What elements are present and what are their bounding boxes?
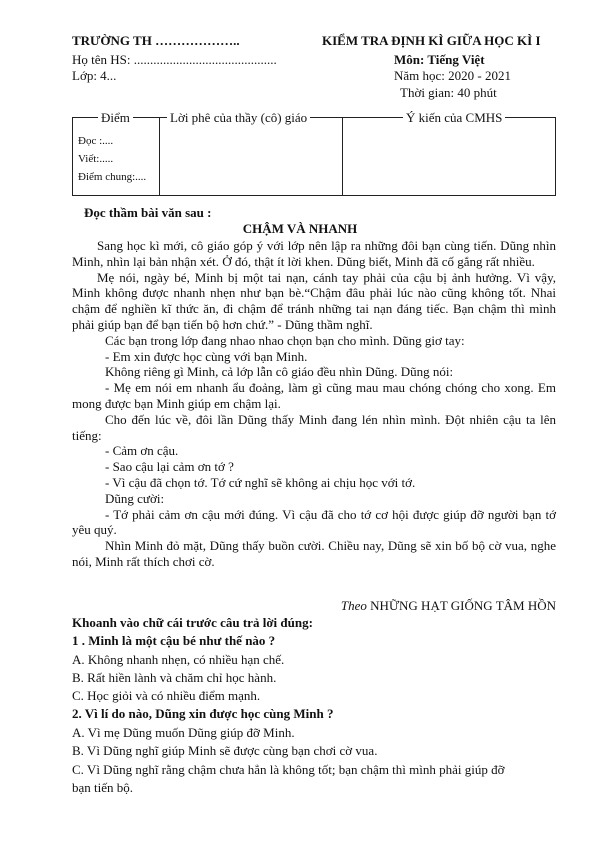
q2-option-c-cont: bạn tiến bộ. — [72, 780, 134, 795]
subject-label: Môn: Tiếng Việt — [394, 52, 485, 67]
score-column-header: Điểm — [98, 110, 133, 126]
story-paragraph: Không riêng gì Minh, cả lớp lẫn cô giáo đều nhìn Dũng. Dũng nói: — [105, 364, 454, 380]
question-1: 1 . Minh là một cậu bé như thế nào ? — [72, 633, 276, 648]
class-line: Lớp: 4... — [72, 68, 117, 83]
story-body — [72, 238, 556, 570]
q2-option-c: C. Vì Dũng nghĩ rằng chậm chưa hẳn là không tốt; bạn chậm thì mình phải giúp đỡ — [72, 762, 505, 777]
q1-option-c: C. Học giỏi và có nhiều điểm mạnh. — [72, 688, 261, 703]
question-2: 2. Vì lí do nào, Dũng xin được học cùng Minh ? — [72, 706, 334, 721]
story-paragraph: - Cảm ơn cậu. — [105, 443, 179, 459]
teacher-comment-header: Lời phê của thầy (cô) giáo — [167, 110, 310, 126]
story-paragraph: Cho đến lúc về, đôi lần Dũng thấy Minh đang lén nhìn mình. Đột nhiên cậu ta lên tiếng: — [72, 411, 556, 443]
score-column — [73, 110, 160, 195]
story-paragraph: - Sao cậu lại cảm ơn tớ ? — [105, 459, 234, 475]
story-paragraph: Nhìn Minh đỏ mặt, Dũng thấy buồn cười. Chiều nay, Dũng sẽ xin bố bộ cờ vua, nghe nói, Minh rất thích chơi cờ. — [72, 538, 556, 569]
exam-duration: Thời gian: 40 phút — [400, 85, 497, 100]
teacher-comment-column — [159, 110, 343, 195]
parent-comment-header: Ý kiến của CMHS — [403, 110, 505, 126]
story-paragraph: Sang học kì mới, cô giáo góp ý với lớp nên lập ra những đôi bạn cùng tiến. Dũng nhìn Minh, nhìn lại bản nhận xét. Ở đó, thật ít lời khen. Dũng biết, Minh đã cố gắng rất nhiều. — [72, 238, 556, 269]
source-title: NHỮNG HẠT GIỐNG TÂM HỒN — [370, 598, 556, 613]
story-paragraph: Dũng cười: — [105, 490, 165, 506]
exam-title: KIỂM TRA ĐỊNH KÌ GIỮA HỌC KÌ I — [322, 33, 541, 48]
story-paragraph: - Tớ phải cảm ơn cậu mới đúng. Vì cậu đã cho tớ cơ hội được giúp đỡ người bạn tớ yêu quý. — [72, 506, 556, 538]
story-paragraph: - Vì cậu đã chọn tớ. Tớ cứ nghĩ sẽ không ai chịu học với tớ. — [105, 474, 416, 490]
school-name: TRƯỜNG TH ……………….. — [72, 33, 240, 48]
source-prefix: Theo — [340, 598, 367, 613]
q1-option-b: B. Rất hiền lành và chăm chỉ học hành. — [72, 670, 277, 685]
story-title: CHẬM VÀ NHANH — [242, 221, 358, 236]
story-paragraph: - Em xin được học cùng với bạn Minh. — [105, 348, 308, 364]
overall-score: Điểm chung:.... — [78, 171, 147, 183]
reading-instruction: Đọc thầm bài văn sau : — [84, 205, 212, 220]
q1-option-a: A. Không nhanh nhẹn, có nhiều hạn chế. — [72, 652, 285, 667]
story-paragraph: Mẹ nói, ngày bé, Minh bị một tai nạn, cánh tay phải của cậu bị ảnh hưởng. Vì vậy, Minh không được nhanh nhẹn như bạn bè.“Chậm đâu phải lúc nào cũng không tốt. Nhai chậm để nghiền kĩ thức ăn, đi chậm để tránh những tai nạn đáng tiếc. Bạn chậm thì mình phải giúp bạn để bạn tiến bộ hơn chứ.” - Dũng thầm nghĩ. — [72, 269, 556, 332]
parent-comment-column — [343, 110, 555, 195]
story-paragraph: - Mẹ em nói em nhanh ẩu đoảng, làm gì cũng mau mau chóng chóng cho xong. Em mong được bạn Minh giúp em chậm lại. — [72, 380, 556, 411]
questions-instruction: Khoanh vào chữ cái trước câu trả lời đúng: — [72, 615, 313, 630]
q2-option-b: B. Vì Dũng nghĩ giúp Minh sẽ được cùng bạn chơi cờ vua. — [72, 743, 378, 758]
q2-option-a: A. Vì mẹ Dũng muốn Dũng giúp đỡ Minh. — [72, 725, 295, 740]
story-source — [341, 598, 556, 614]
student-name-line: Họ tên HS: ............................................ — [72, 52, 277, 67]
writing-score: Viết:..... — [78, 153, 114, 165]
story-paragraph: Các bạn trong lớp đang nhao nhao chọn bạn cho mình. Dũng giơ tay: — [105, 332, 465, 348]
school-year: Năm học: 2020 - 2021 — [394, 68, 511, 83]
grade-table — [72, 110, 556, 196]
reading-score: Đọc :.... — [78, 135, 114, 147]
